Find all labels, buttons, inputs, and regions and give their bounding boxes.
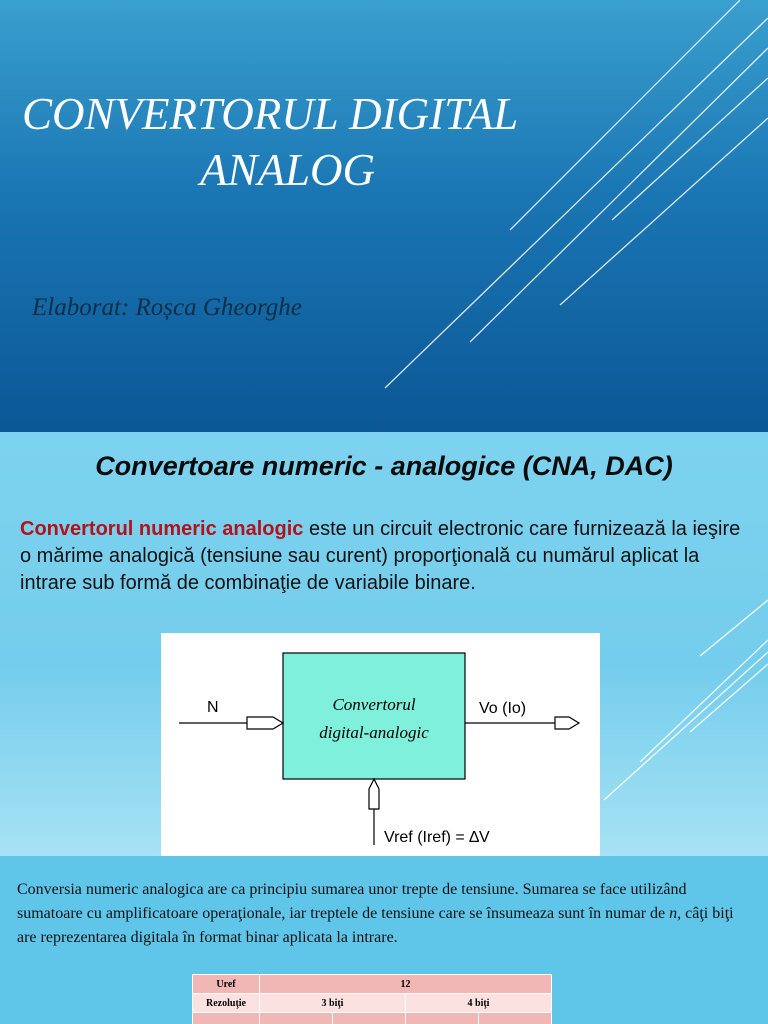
table-cell	[332, 1013, 405, 1024]
table-cell	[193, 1013, 260, 1024]
table-cell: Rezoluţie	[193, 994, 260, 1013]
principle-text-2: , câţi biţi are reprezentarea digitala în format binar aplicata la intrare.	[17, 905, 734, 946]
presentation-title	[22, 86, 622, 198]
block-label-line-2: digital-analogic	[319, 723, 429, 742]
converter-block	[283, 653, 465, 779]
variable-n: n	[669, 905, 678, 922]
definition-slide	[0, 432, 768, 856]
author-line: Elaborat: Roșca Gheorghe	[32, 294, 302, 321]
table-cell: 4 biţi	[405, 994, 551, 1013]
definition-paragraph	[20, 516, 750, 597]
table-row	[193, 994, 552, 1013]
input-arrow	[247, 717, 283, 729]
table-cell: Uref	[193, 975, 260, 994]
input-label: N	[207, 699, 219, 716]
table-cell: 12	[260, 975, 552, 994]
table-row	[193, 1013, 552, 1024]
table-cell	[260, 1013, 333, 1024]
table-row	[193, 975, 552, 994]
table-cell: 3 biţi	[260, 994, 406, 1013]
table-cell	[478, 1013, 551, 1024]
title-line-2: ANALOG	[200, 145, 376, 195]
principle-slide	[0, 856, 768, 1024]
definition-text: este un circuit electronic care furnizează la ieşire o mărime analogică (tensiune sau curent) proporţională cu numărul aplicat la intrare sub formă de combinaţie de variabile binare.	[20, 518, 741, 594]
title-slide	[0, 0, 768, 432]
reference-arrow	[369, 779, 379, 809]
principle-text-1: Conversia numeric analogica are ca principiu sumarea unor trepte de tensiune. Sumarea se face utilizând sumatoare cu amplificatoare operaţionale, iar treptele de tensiune care se însumeaza sunt în numar de	[17, 881, 687, 922]
resolution-table	[192, 974, 552, 1024]
highlighted-term: Convertorul numeric analogic	[20, 518, 304, 540]
dac-block-diagram	[161, 633, 600, 856]
output-label: Vo (Io)	[479, 700, 527, 717]
slide-heading: Convertoare numeric - analogice (CNA, DAC)	[95, 451, 673, 481]
principle-paragraph	[17, 878, 737, 950]
block-label-line-1: Convertorul	[332, 695, 416, 714]
title-line-1: CONVERTORUL DIGITAL	[22, 89, 519, 139]
reference-label: Vref (Iref) = ∆V	[384, 829, 490, 846]
decorative-lines	[0, 0, 768, 432]
table-cell	[405, 1013, 478, 1024]
output-arrow	[555, 717, 579, 729]
